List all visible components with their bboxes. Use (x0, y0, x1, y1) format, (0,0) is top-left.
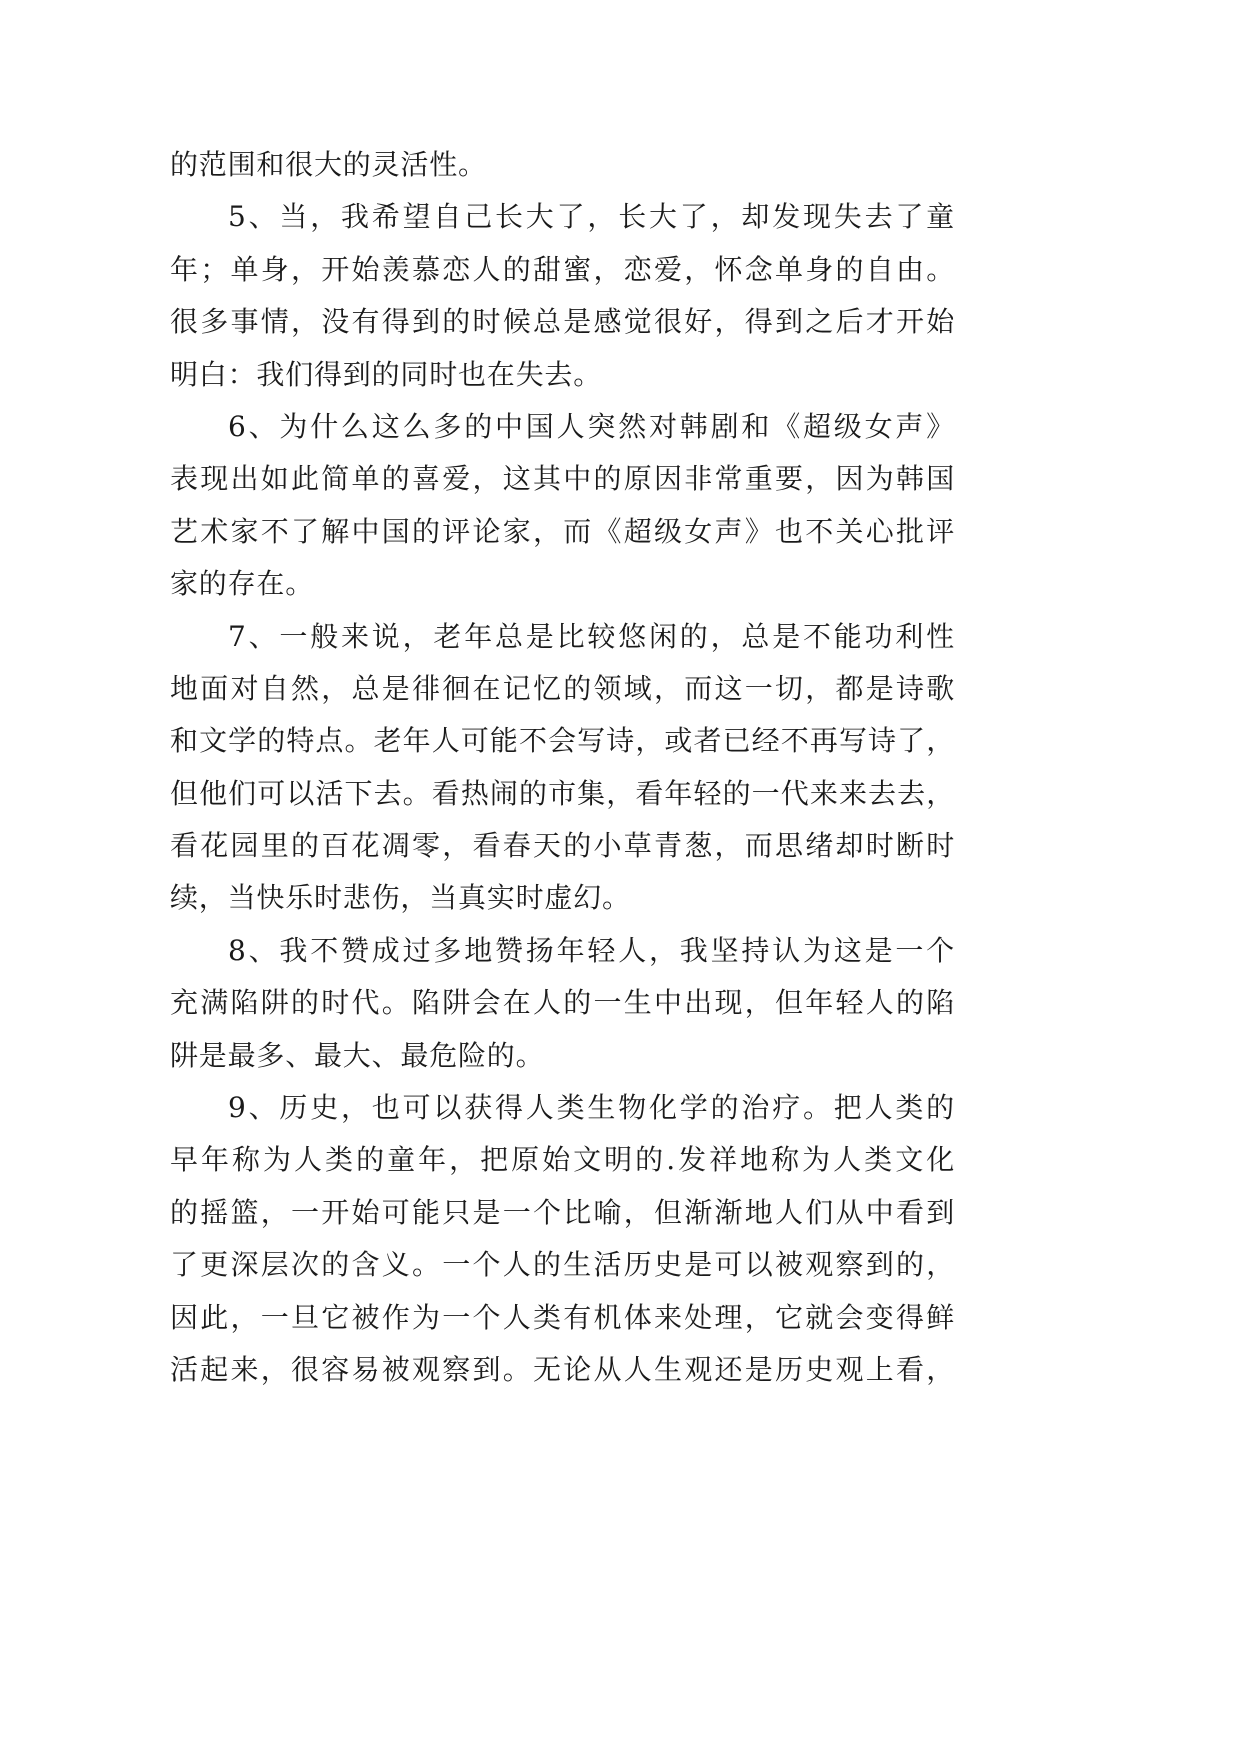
text-line: 充满陷阱的时代。陷阱会在人的一生中出现，但年轻人的陷 (170, 986, 955, 1020)
text-line: 的摇篮，一开始可能只是一个比喻，但渐渐地人们从中看到 (170, 1195, 955, 1229)
text-line: 家的存在。 (170, 567, 315, 601)
text-line: 的范围和很大的灵活性。 (170, 148, 487, 181)
text-line: 但他们可以活下去。看热闹的市集，看年轻的一代来来去去， (170, 776, 955, 810)
text-line: 早年称为人类的童年，把原始文明的.发祥地称为人类文化 (170, 1143, 955, 1177)
text-line: 活起来，很容易被观察到。无论从人生观还是历史观上看， (170, 1352, 955, 1386)
paragraph-continued (170, 139, 955, 191)
text-line: 和文学的特点。老年人可能不会写诗，或者已经不再写诗了， (170, 724, 955, 758)
paragraph-item-9 (170, 1082, 955, 1396)
paragraph-item-5 (170, 191, 955, 401)
text-line: 艺术家不了解中国的评论家，而《超级女声》也不关心批评 (170, 514, 955, 548)
document-page (170, 139, 955, 1396)
text-line: 表现出如此简单的喜爱，这其中的原因非常重要，因为韩国 (170, 462, 955, 496)
text-line: 明白：我们得到的同时也在失去。 (170, 357, 603, 391)
paragraph-item-7 (170, 611, 955, 925)
text-line: 7、一般来说，老年总是比较悠闲的，总是不能功利性 (228, 619, 955, 653)
text-line: 6、为什么这么多的中国人突然对韩剧和《超级女声》 (228, 409, 955, 443)
text-line: 9、历史，也可以获得人类生物化学的治疗。把人类的 (228, 1091, 955, 1125)
text-line: 很多事情，没有得到的时候总是感觉很好，得到之后才开始 (170, 305, 955, 339)
text-line: 阱是最多、最大、最危险的。 (170, 1038, 545, 1072)
text-line: 看花园里的百花凋零，看春天的小草青葱，而思绪却时断时 (170, 829, 955, 863)
text-line: 年；单身，开始羡慕恋人的甜蜜，恋爱，怀念单身的自由。 (170, 252, 955, 286)
text-line: 了更深层次的含义。一个人的生活历史是可以被观察到的， (170, 1248, 955, 1282)
paragraph-item-8 (170, 925, 955, 1082)
text-line: 因此，一旦它被作为一个人类有机体来处理，它就会变得鲜 (170, 1300, 955, 1334)
paragraph-item-6 (170, 401, 955, 611)
text-line: 地面对自然，总是徘徊在记忆的领域，而这一切，都是诗歌 (170, 671, 955, 705)
text-line: 5、当，我希望自己长大了，长大了，却发现失去了童 (228, 200, 955, 234)
text-line: 8、我不赞成过多地赞扬年轻人，我坚持认为这是一个 (228, 933, 955, 967)
text-line: 续，当快乐时悲伤，当真实时虚幻。 (170, 881, 631, 915)
